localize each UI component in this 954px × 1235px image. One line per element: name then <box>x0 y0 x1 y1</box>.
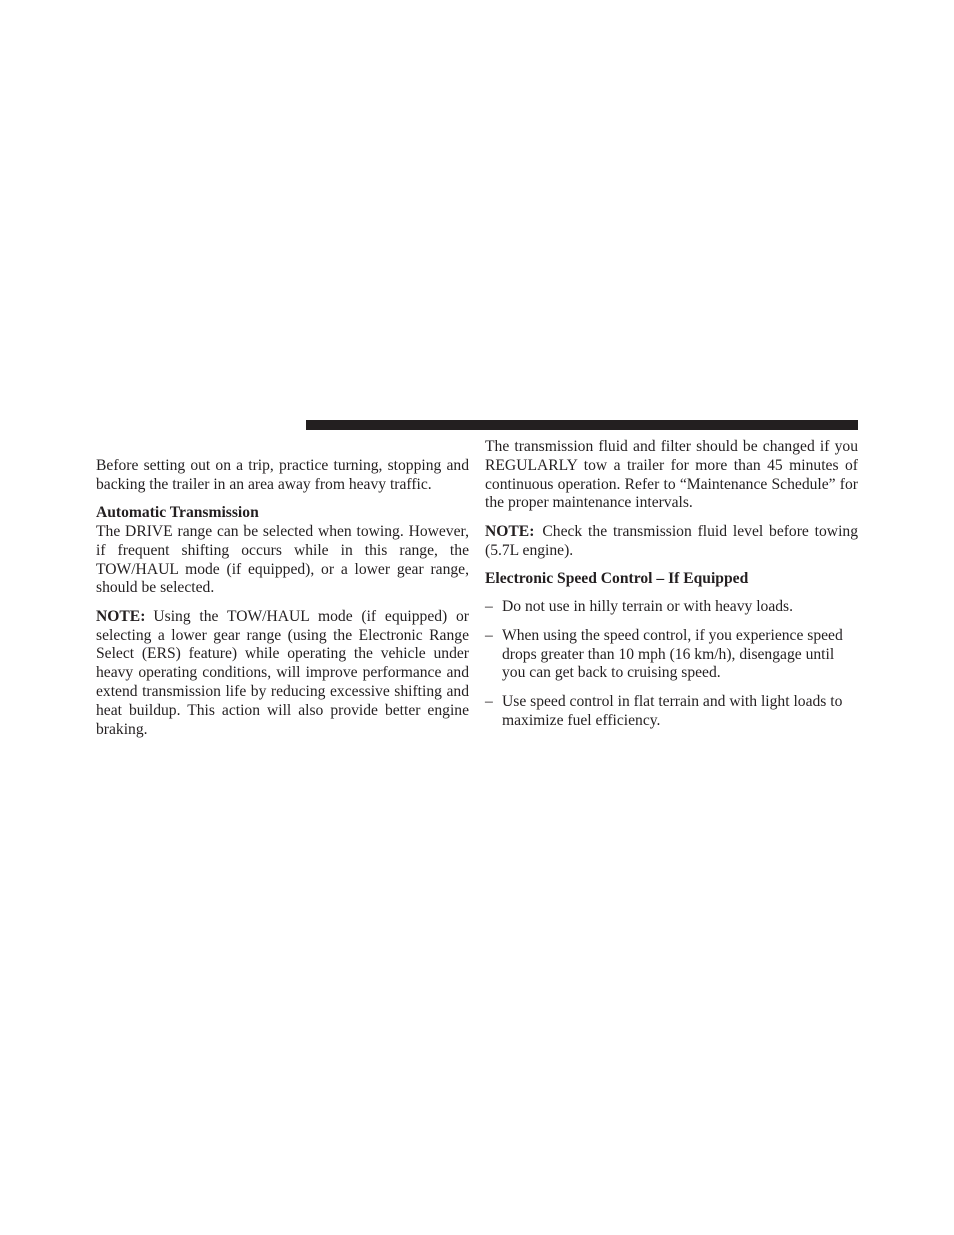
list-item-text: When using the speed control, if you experience speed drops greater than 10 mph (16 km/h), disengage until you can get back to cruising speed. <box>502 626 843 682</box>
note-label: NOTE: <box>96 607 146 625</box>
dash-bullet: – <box>485 626 493 644</box>
list-item-text: Do not use in hilly terrain or with heavy loads. <box>502 598 794 616</box>
left-column <box>96 457 469 749</box>
fluid-change-paragraph: The transmission fluid and filter should be changed if you REGULARLY tow a trailer for more than 45 minutes of continuous operation. Refer to “Maintenance Schedule” for the proper maintenance intervals. <box>485 438 858 512</box>
list-item <box>485 627 858 683</box>
note-label: NOTE: <box>485 522 535 540</box>
transmission-note <box>96 608 469 740</box>
speed-control-heading: Electronic Speed Control – If Equipped <box>485 569 749 587</box>
fluid-level-note <box>485 523 858 561</box>
list-item <box>485 598 858 617</box>
dash-bullet: – <box>485 598 493 616</box>
intro-paragraph: Before setting out on a trip, practice turning, stopping and backing the trailer in an area away from heavy traffic. <box>96 457 469 493</box>
dash-bullet: – <box>485 692 493 710</box>
list-item <box>485 693 858 731</box>
automatic-transmission-paragraph: The DRIVE range can be selected when towing. However, if frequent shifting occurs while in this range, the TOW/HAUL mode (if equipped), or a lower gear range, should be selected. <box>96 522 469 597</box>
list-item-text: Use speed control in flat terrain and with light loads to maximize fuel efficiency. <box>502 692 843 729</box>
right-column <box>485 438 858 740</box>
section-header-rule <box>306 420 858 430</box>
speed-control-list <box>485 598 858 730</box>
automatic-transmission-heading: Automatic Transmission <box>96 504 259 522</box>
note-text: Check the transmission fluid level before towing (5.7L engine). <box>485 522 858 559</box>
note-text: Using the TOW/HAUL mode (if equipped) or selecting a lower gear range (using the Electronic Range Select (ERS) feature) while operating the vehicle under heavy operating conditions, will improve performance and extend transmission life by reducing excessive shifting and heat buildup. This action will also provide better engine braking. <box>96 607 469 738</box>
